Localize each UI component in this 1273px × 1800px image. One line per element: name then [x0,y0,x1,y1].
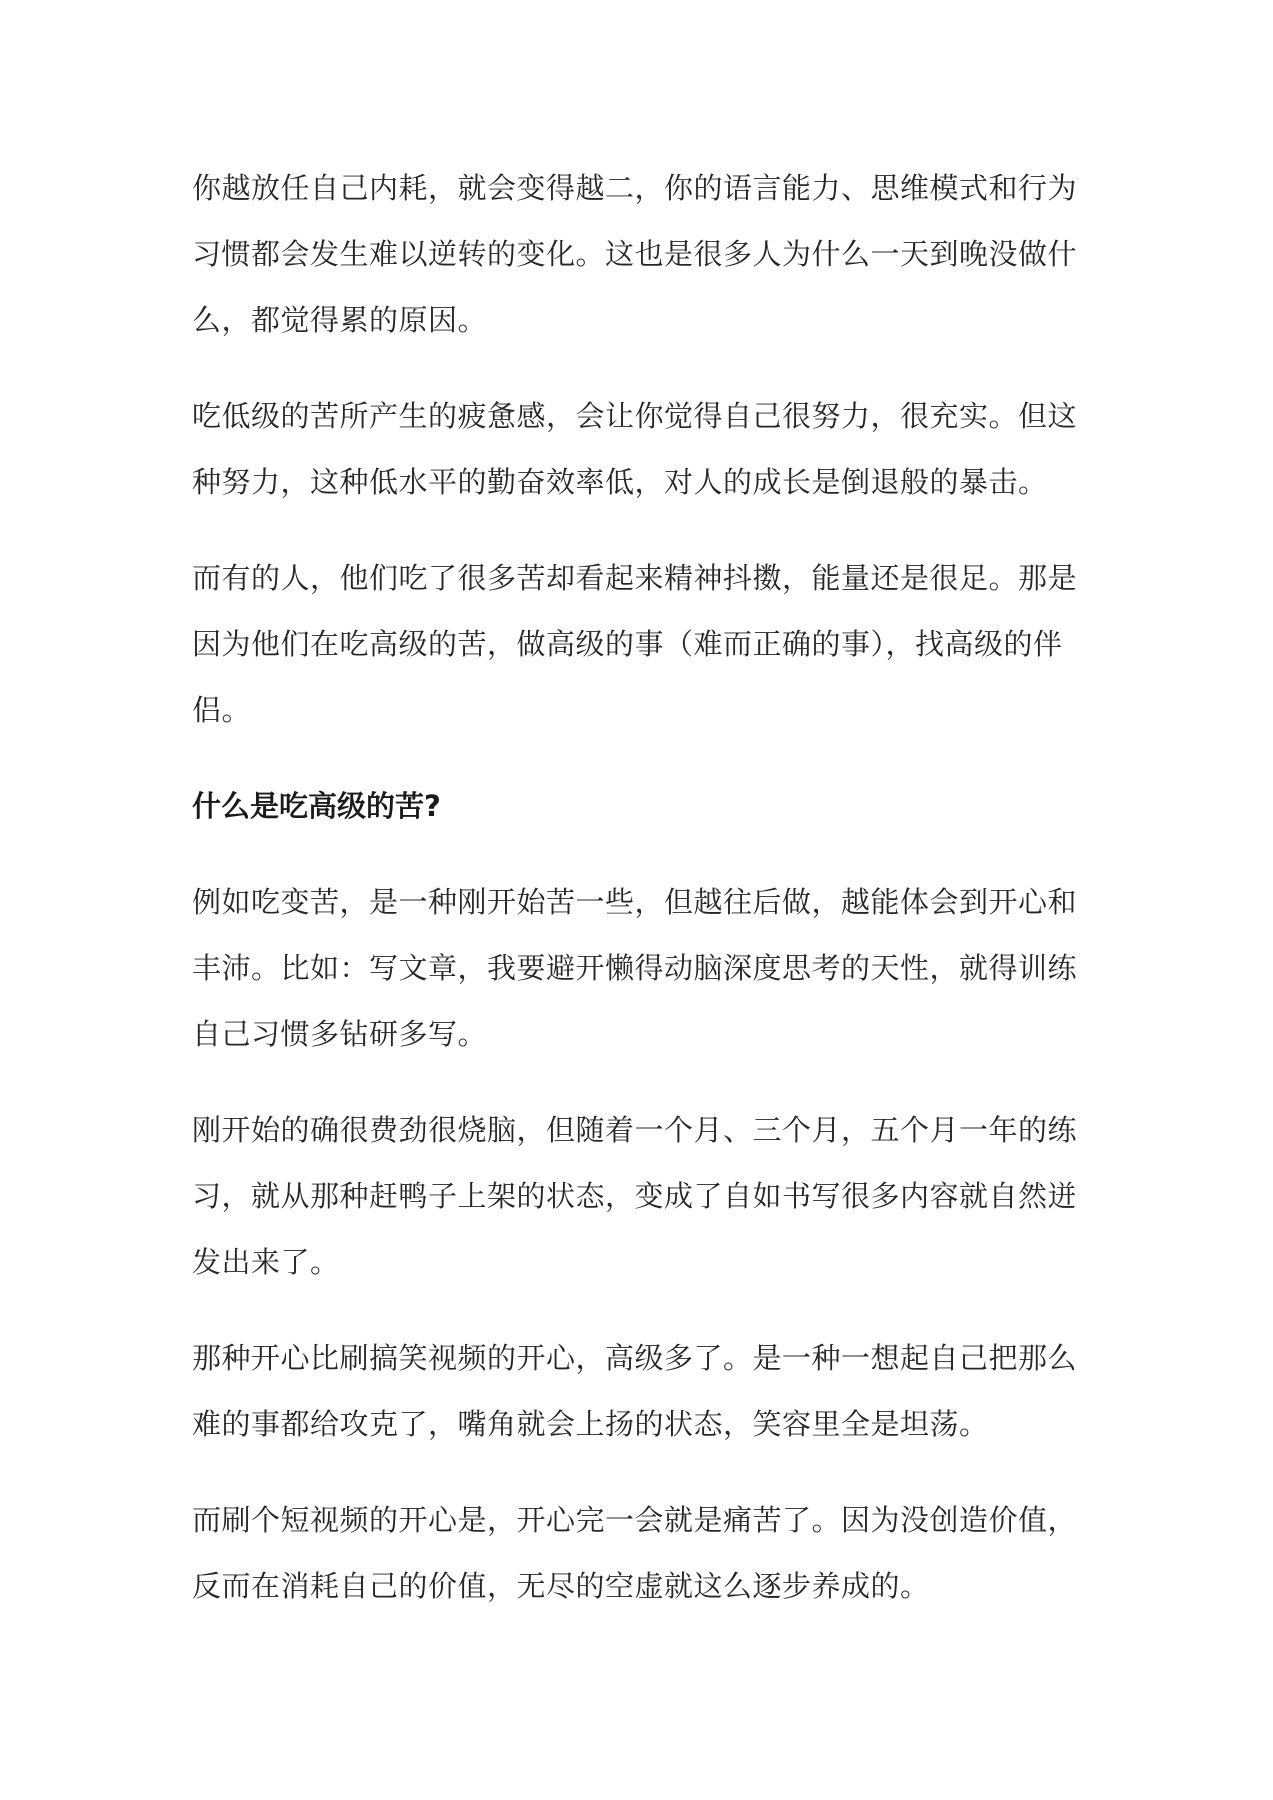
text-line: 反而在消耗自己的价值，无尽的空虚就这么逐步养成的。 [192,1569,930,1603]
paragraph-5 [192,1097,1092,1295]
paragraph-7 [192,1487,1092,1619]
text-line: 那种开心比刷搞笑视频的开心，高级多了。是一种一想起自己把那么 [192,1341,1078,1375]
text-line: 习，就从那种赶鸭子上架的状态，变成了自如书写很多内容就自然迸 [192,1179,1078,1213]
text-line: 因为他们在吃高级的苦，做高级的事（难而正确的事），找高级的伴 [192,627,1063,661]
section-heading: 什么是吃高级的苦? [192,789,441,823]
text-line: 而有的人，他们吃了很多苦却看起来精神抖擞，能量还是很足。那是 [192,561,1078,595]
text-line: 习惯都会发生难以逆转的变化。这也是很多人为什么一天到晚没做什 [192,237,1078,271]
text-line: 难的事都给攻克了，嘴角就会上扬的状态，笑容里全是坦荡。 [192,1407,989,1441]
text-line: 而刷个短视频的开心是，开心完一会就是痛苦了。因为没创造价值， [192,1503,1078,1537]
text-line: 自己习惯多钻研多写。 [192,1017,488,1051]
text-line: 侣。 [192,693,252,727]
paragraph-4 [192,869,1092,1067]
paragraph-3 [192,545,1092,743]
text-line: 例如吃变苦，是一种刚开始苦一些，但越往后做，越能体会到开心和 [192,885,1078,919]
text-line: 种努力，这种低水平的勤奋效率低，对人的成长是倒退般的暴击。 [192,465,1048,499]
paragraph-2 [192,383,1092,515]
text-line: 吃低级的苦所产生的疲惫感，会让你觉得自己很努力，很充实。但这 [192,399,1078,433]
text-line: 你越放任自己内耗，就会变得越二，你的语言能力、思维模式和行为 [192,171,1078,205]
text-line: 么，都觉得累的原因。 [192,303,488,337]
text-line: 发出来了。 [192,1245,340,1279]
text-line: 丰沛。比如：写文章，我要避开懒得动脑深度思考的天性，就得训练 [192,951,1078,985]
paragraph-6 [192,1325,1092,1457]
paragraph-1 [192,155,1092,353]
article-body [192,155,1092,1649]
text-line: 刚开始的确很费劲很烧脑，但随着一个月、三个月，五个月一年的练 [192,1113,1078,1147]
